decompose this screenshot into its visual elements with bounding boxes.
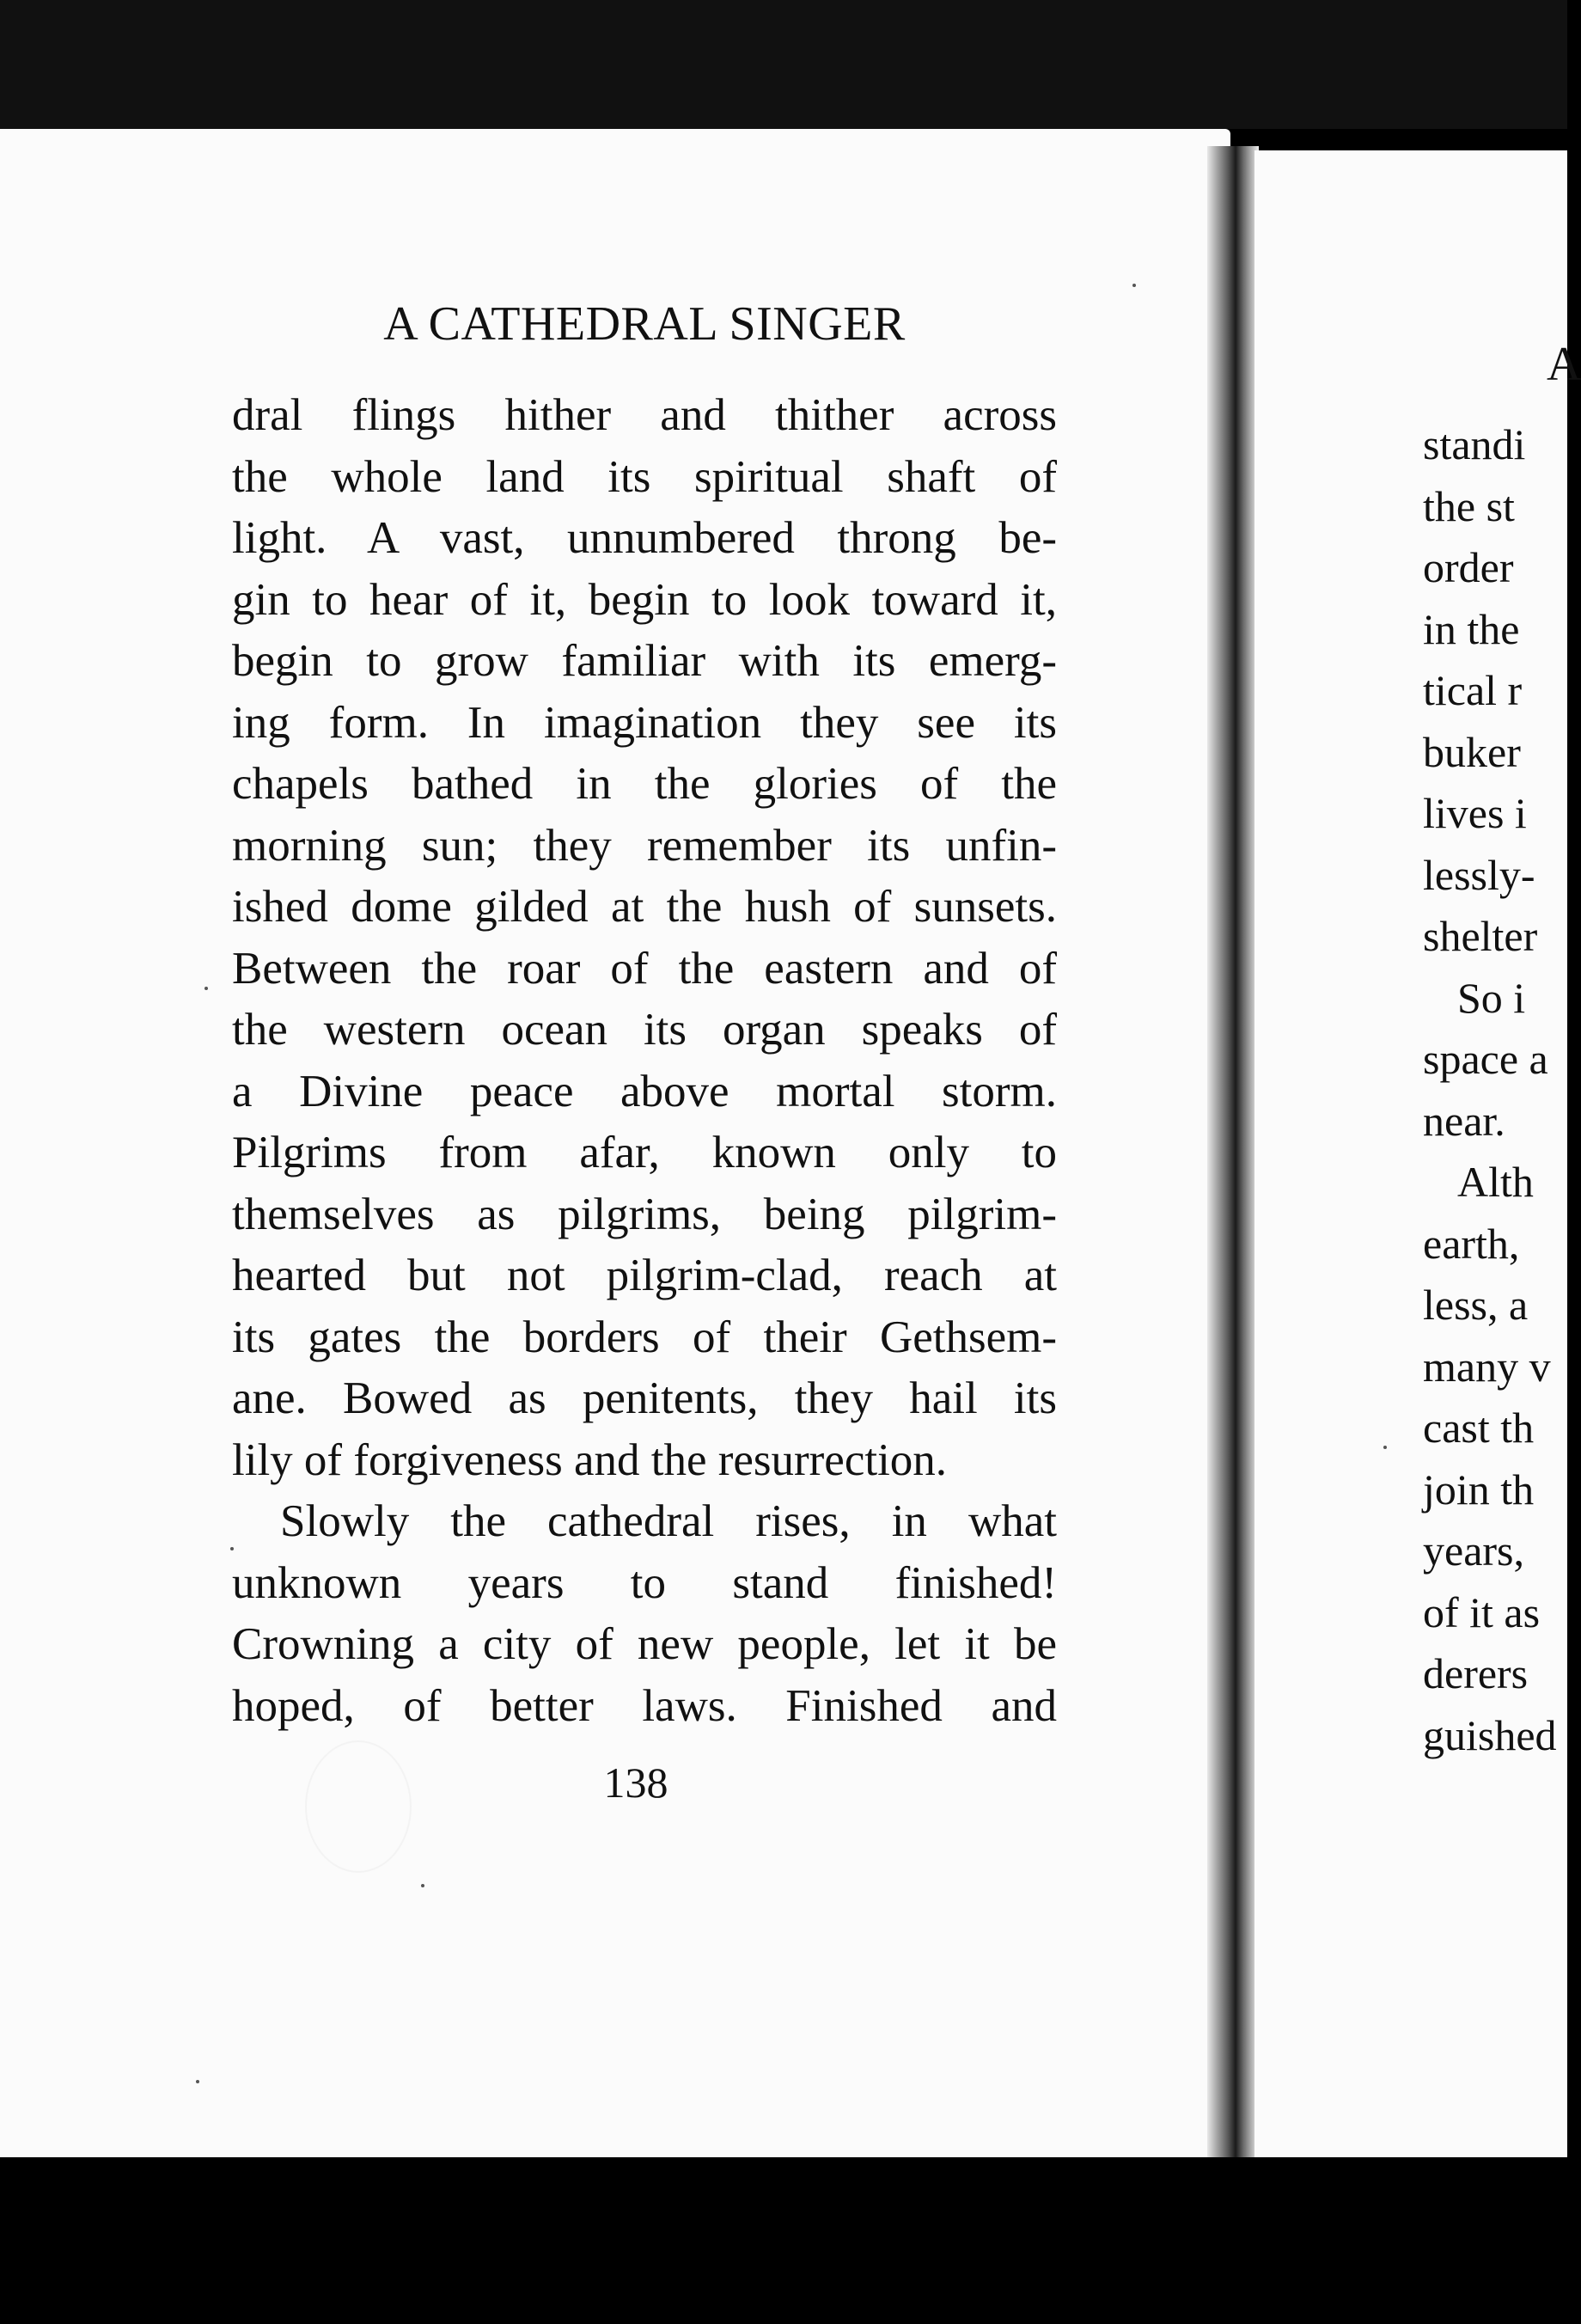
text-line: standi <box>1423 420 1526 468</box>
text-line: ished dome gilded at the hush of sunsets. <box>232 882 1057 932</box>
left-page-body <box>232 385 1057 1737</box>
text-line: ing form. In imagination they see its <box>232 697 1057 748</box>
running-head: A CATHEDRAL SINGER <box>383 297 906 351</box>
text-line: cast th <box>1423 1404 1535 1452</box>
text-line: lives i <box>1423 789 1527 837</box>
text-line: Crowning a city of new people, let it be <box>232 1619 1057 1669</box>
dust-speck <box>230 1547 234 1550</box>
text-line: Pilgrims from afar, known only to <box>232 1128 1057 1177</box>
text-line: guished <box>1423 1710 1557 1759</box>
text-line: join th <box>1423 1465 1535 1514</box>
text-line: hearted but not pilgrim-clad, reach at <box>232 1251 1057 1300</box>
text-line: Between the roar of the eastern and of <box>232 943 1057 994</box>
text-line: the western ocean its organ speaks of <box>232 1005 1057 1055</box>
text-line: unknown years to stand finished! <box>232 1557 1057 1608</box>
text-line: ane. Bowed as penitents, they hail its <box>232 1373 1057 1423</box>
text-line: of it as <box>1423 1587 1541 1636</box>
text-line: order <box>1423 543 1514 591</box>
text-line: begin to grow familiar with its emerg- <box>232 636 1057 686</box>
text-line: derers <box>1423 1649 1529 1697</box>
text-line: lily of forgiveness and the resurrection. <box>232 1434 948 1485</box>
text-line: space a <box>1423 1035 1548 1083</box>
text-line: the whole land its spiritual shaft of <box>232 451 1057 502</box>
faint-library-stamp <box>305 1740 412 1873</box>
dust-speck <box>196 2080 199 2083</box>
text-line: less, a <box>1423 1281 1529 1329</box>
dust-speck <box>1132 284 1136 287</box>
page-number: 138 <box>603 1758 668 1807</box>
text-line: a Divine peace above mortal storm. <box>232 1066 1057 1116</box>
dust-speck <box>421 1884 424 1887</box>
scan-bottom-border <box>0 2157 1567 2324</box>
text-line: Slowly the cathedral rises, in what <box>280 1496 1057 1546</box>
text-line: its gates the borders of their Gethsem- <box>232 1312 1057 1362</box>
text-line: earth, <box>1423 1219 1520 1268</box>
text-line: hoped, of better laws. Finished and <box>232 1680 1057 1731</box>
text-line: in the <box>1423 604 1520 653</box>
text-line: years, <box>1423 1526 1524 1575</box>
text-line: dral flings hither and thither across <box>232 390 1057 440</box>
text-line: the st <box>1423 481 1515 530</box>
text-line: shelter <box>1423 912 1538 960</box>
text-line: themselves as pilgrims, being pilgrim- <box>232 1189 1057 1239</box>
dust-speck <box>1383 1446 1387 1449</box>
text-line: gin to hear of it, begin to look toward it, <box>232 574 1057 625</box>
book-gutter <box>1207 146 1259 2157</box>
text-line: tical r <box>1423 666 1523 714</box>
right-running-head-fragment: A <box>1547 338 1581 391</box>
text-line: Alth <box>1457 1158 1534 1206</box>
text-line: many v <box>1423 1342 1551 1391</box>
text-line: lessly- <box>1423 850 1535 899</box>
text-line: morning sun; they remember its unfin- <box>232 820 1057 871</box>
text-line: light. A vast, unnumbered throng be- <box>232 513 1057 563</box>
text-line: buker <box>1423 727 1521 776</box>
right-page-body <box>1423 414 1567 1766</box>
text-line: So i <box>1457 973 1526 1022</box>
scan-top-border <box>0 0 1567 129</box>
text-line: chapels bathed in the glories of the <box>232 759 1057 809</box>
dust-speck <box>204 987 208 990</box>
text-line: near. <box>1423 1096 1505 1145</box>
